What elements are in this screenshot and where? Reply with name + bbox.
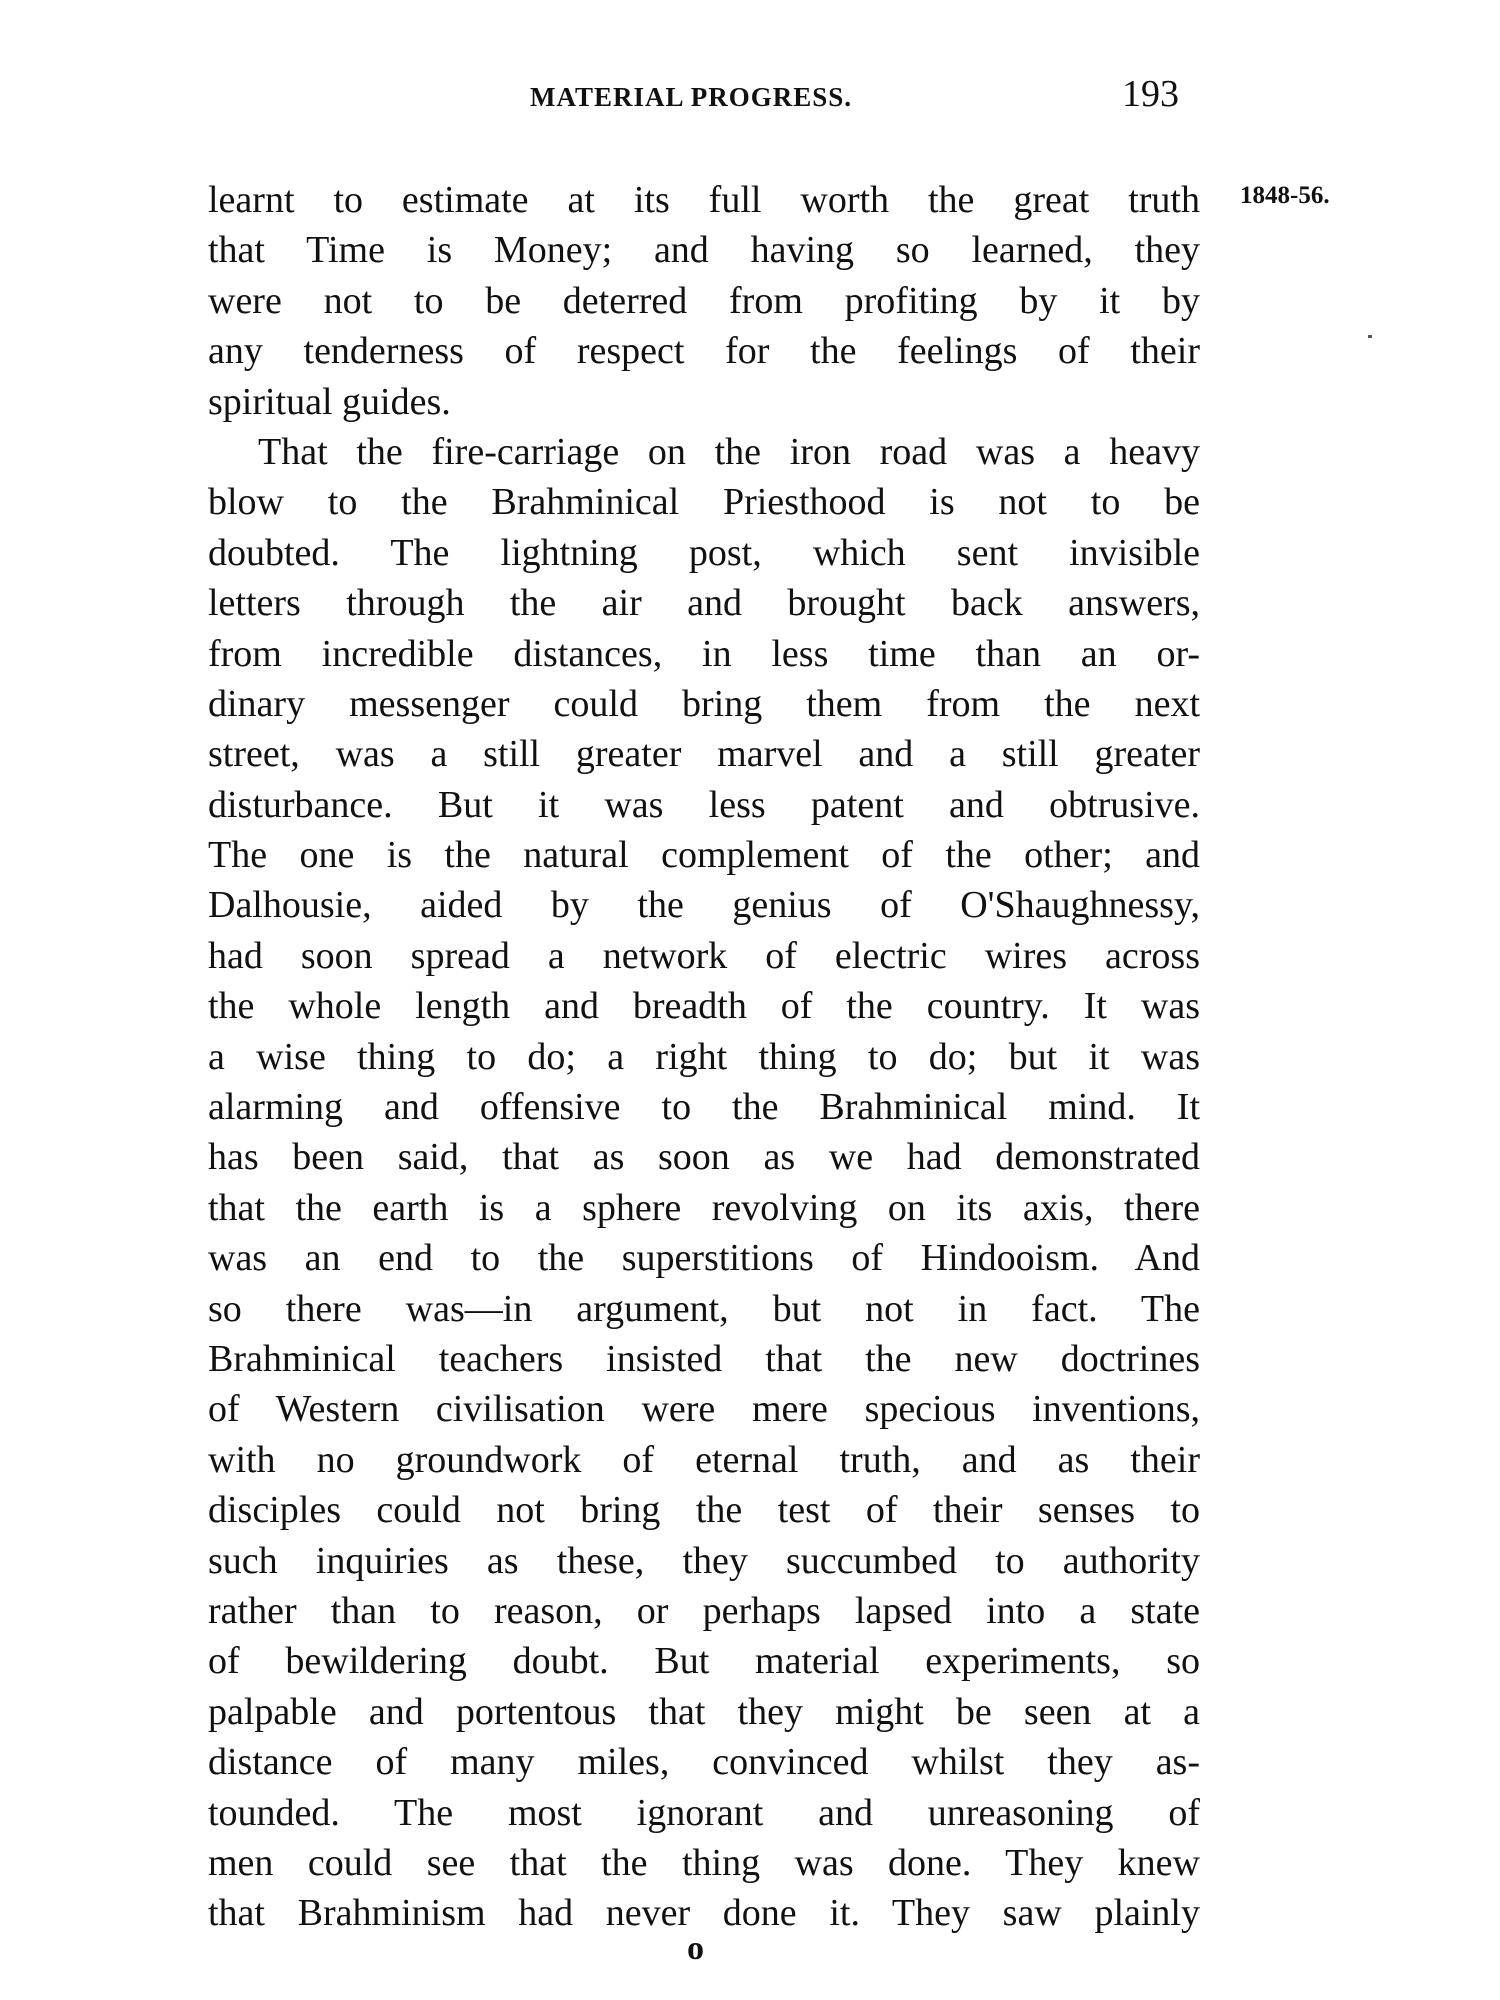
text-line: from incredible distances, in less time than an or- (208, 632, 1200, 675)
text-line: that Brahminism had never done it. They saw plainly (208, 1892, 1200, 1935)
text-line: so there was—in argument, but not in fact. The (208, 1287, 1200, 1330)
text-line: that Time is Money; and having so learned, they (208, 229, 1200, 272)
print-speck (1368, 335, 1372, 338)
text-line: that the earth is a sphere revolving on its axis, there (208, 1186, 1200, 1229)
text-line: spiritual guides. (208, 380, 451, 423)
text-line: with no groundwork of eternal truth, and as their (208, 1438, 1200, 1481)
text-line-paragraph-start: That the fire-carriage on the iron road was a heavy (258, 430, 1200, 473)
margin-date-note: 1848-56. (1240, 182, 1330, 209)
page-number: 193 (1122, 73, 1179, 115)
running-head: MATERIAL PROGRESS. (530, 82, 853, 112)
text-line: the whole length and breadth of the country. It was (208, 985, 1200, 1028)
text-line: has been said, that as soon as we had demonstrated (208, 1136, 1200, 1179)
text-line: learnt to estimate at its full worth the great truth (208, 179, 1200, 221)
text-line: Brahminical teachers insisted that the new doctrines (208, 1337, 1200, 1380)
text-line: were not to be deterred from profiting by it by (208, 279, 1200, 322)
text-line: letters through the air and brought back answers, (208, 582, 1200, 625)
body-text (208, 175, 1200, 1939)
text-line: tounded. The most ignorant and unreasoning of (208, 1791, 1200, 1834)
text-line: alarming and offensive to the Brahminical mind. It (208, 1086, 1200, 1129)
text-line: of Western civilisation were mere specious inventions, (208, 1388, 1200, 1431)
text-line: a wise thing to do; a right thing to do; but it was (208, 1035, 1200, 1078)
text-line: disturbance. But it was less patent and obtrusive. (208, 783, 1200, 826)
signature-mark: o (687, 1930, 704, 1967)
text-line: any tenderness of respect for the feelings of their (208, 330, 1200, 373)
text-line: blow to the Brahminical Priesthood is not to be (208, 481, 1200, 524)
text-line: dinary messenger could bring them from the next (208, 682, 1200, 725)
text-line: of bewildering doubt. But material experiments, so (208, 1640, 1200, 1683)
text-line: The one is the natural complement of the other; and (208, 834, 1200, 877)
text-line: had soon spread a network of electric wires across (208, 934, 1200, 977)
text-line: palpable and portentous that they might be seen at a (208, 1690, 1200, 1733)
text-line: rather than to reason, or perhaps lapsed into a state (208, 1589, 1200, 1632)
text-line: Dalhousie, aided by the genius of O'Shaughnessy, (208, 884, 1200, 927)
text-line: disciples could not bring the test of their senses to (208, 1489, 1200, 1532)
text-line: street, was a still greater marvel and a still greater (208, 733, 1200, 776)
text-line: doubted. The lightning post, which sent invisible (208, 531, 1200, 574)
text-line: was an end to the superstitions of Hindooism. And (208, 1237, 1200, 1280)
text-line: such inquiries as these, they succumbed to authority (208, 1539, 1200, 1582)
text-line: men could see that the thing was done. They knew (208, 1841, 1200, 1884)
text-line: distance of many miles, convinced whilst they as- (208, 1741, 1200, 1784)
